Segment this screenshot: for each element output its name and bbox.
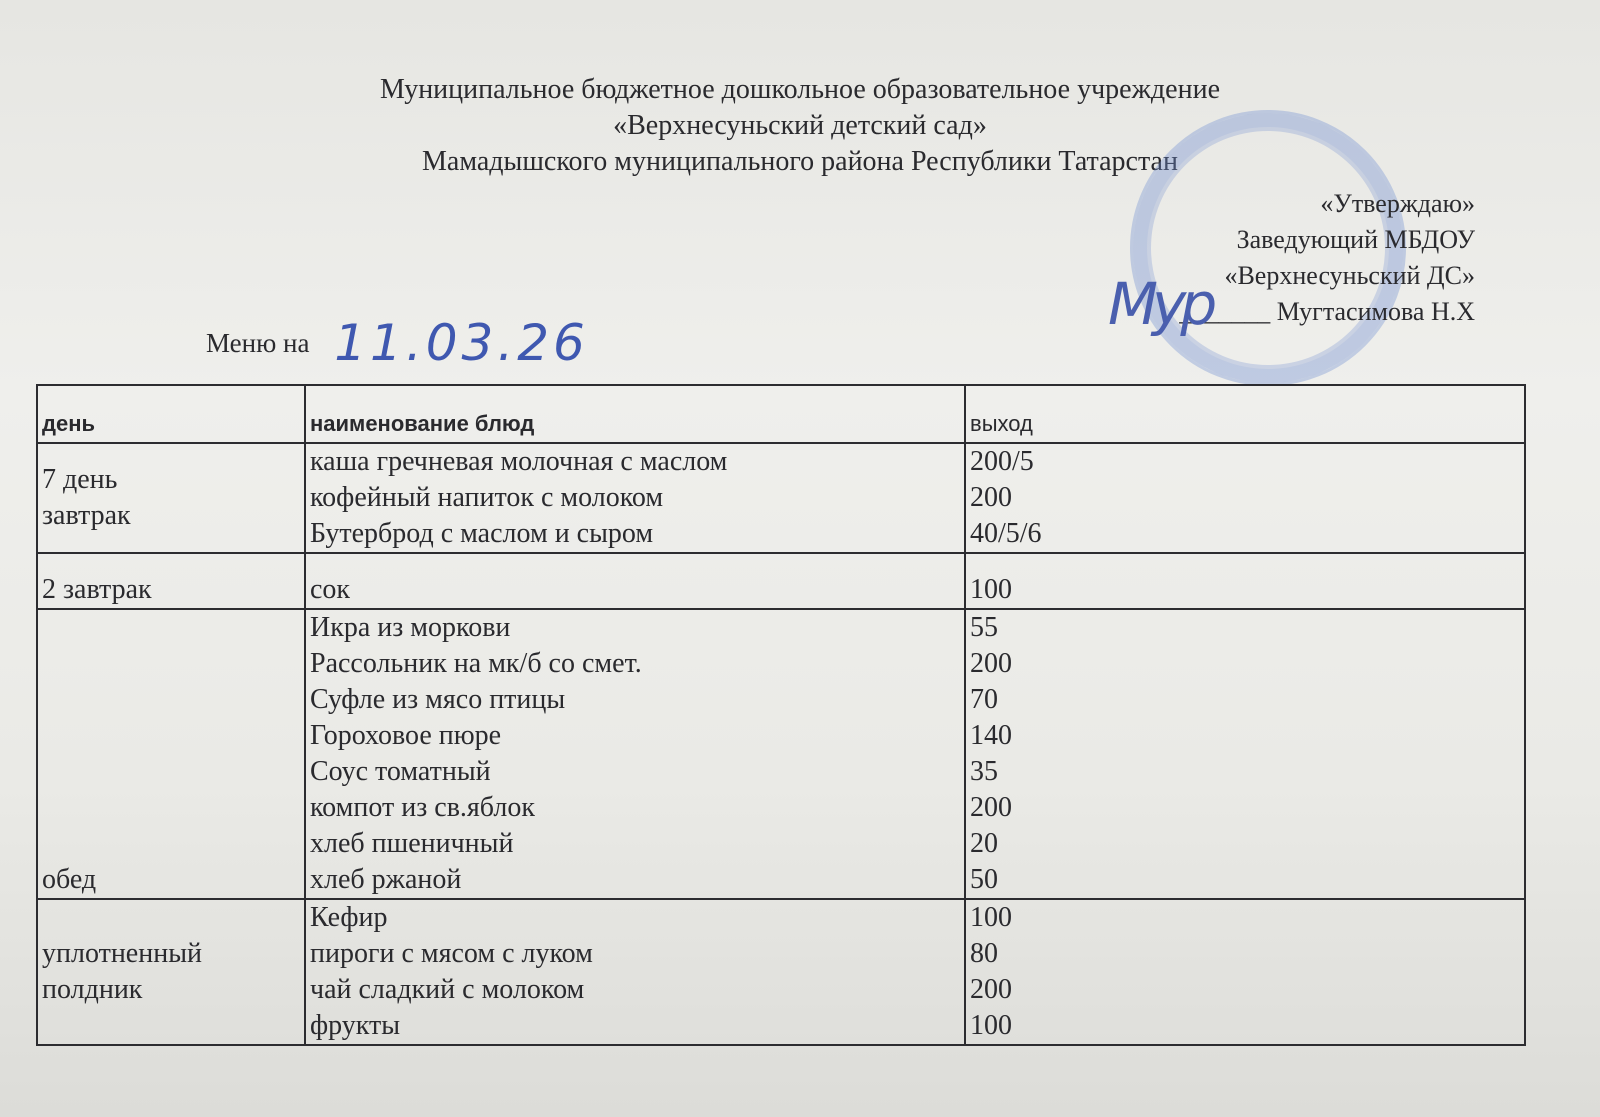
day-cell: [37, 609, 305, 899]
dish-item: чай сладкий с молоком: [310, 974, 585, 1005]
output-value: 20: [970, 828, 998, 859]
day-text: 7 день: [42, 464, 118, 495]
dish-item: каша гречневая молочная с маслом: [310, 446, 728, 477]
menu-date: 11.03.26: [334, 314, 589, 372]
day-cell: [37, 899, 305, 1045]
dish-cell: [305, 609, 965, 899]
output-cell: [965, 553, 1525, 609]
approval-name: _______ Мугтасимова Н.Х: [1179, 297, 1475, 326]
dish-item: фрукты: [310, 1010, 401, 1041]
output-value: 100: [970, 574, 1012, 605]
dish-cell: [305, 553, 965, 609]
approval-org: «Верхнесуньский ДС»: [1224, 261, 1475, 290]
menu-table: [36, 384, 1526, 1046]
dish-item: Икра из моркови: [310, 612, 511, 643]
header-line-2: «Верхнесуньский детский сад»: [613, 110, 987, 141]
approval-block: [1179, 186, 1475, 330]
output-value: 55: [970, 612, 998, 643]
handwritten-signature: Мур: [1108, 270, 1212, 338]
dish-item: сок: [310, 574, 351, 605]
table-row: [37, 899, 1525, 1045]
table-header-row: [37, 385, 1525, 443]
header-dish: наименование блюд: [305, 385, 965, 443]
output-value: 200: [970, 974, 1012, 1005]
dish-item: компот из св.яблок: [310, 792, 535, 823]
table-row: [37, 553, 1525, 609]
dish-item: Гороховое пюре: [310, 720, 502, 751]
output-value: 50: [970, 864, 998, 895]
table-row: [37, 609, 1525, 899]
output-cell: [965, 899, 1525, 1045]
dish-item: Кефир: [310, 902, 388, 933]
day-text: уплотненный: [42, 938, 203, 969]
dish-item: Суфле из мясо птицы: [310, 684, 566, 715]
dish-item: Рассольник на мк/б со смет.: [310, 648, 642, 679]
dish-item: Соус томатный: [310, 756, 491, 787]
output-value: 200: [970, 482, 1012, 513]
table-row: [37, 443, 1525, 553]
output-value: 35: [970, 756, 998, 787]
output-value: 100: [970, 1010, 1012, 1041]
dish-item: хлеб пшеничный: [310, 828, 514, 859]
dish-item: кофейный напиток с молоком: [310, 482, 664, 513]
output-cell: [965, 609, 1525, 899]
header-line-1: Муниципальное бюджетное дошкольное образовательное учреждение: [380, 74, 1220, 105]
approval-title: «Утверждаю»: [1320, 189, 1475, 218]
menu-label: Меню на: [206, 328, 310, 358]
day-cell: [37, 553, 305, 609]
dish-cell: [305, 443, 965, 553]
output-cell: [965, 443, 1525, 553]
output-value: 200: [970, 648, 1012, 679]
day-text: полдник: [42, 974, 143, 1005]
day-text: 2 завтрак: [42, 574, 152, 605]
header-line-3: Мамадышского муниципального района Республики Татарстан: [422, 146, 1178, 177]
approval-position: Заведующий МБДОУ: [1236, 225, 1475, 254]
day-cell: [37, 443, 305, 553]
header-output: выход: [965, 385, 1525, 443]
day-text: завтрак: [42, 500, 131, 531]
dish-item: Бутерброд с маслом и сыром: [310, 518, 654, 549]
output-value: 70: [970, 684, 998, 715]
output-value: 80: [970, 938, 998, 969]
header-day: день: [37, 385, 305, 443]
output-value: 100: [970, 902, 1012, 933]
output-value: 140: [970, 720, 1012, 751]
dish-item: хлеб ржаной: [310, 864, 462, 895]
menu-date-line: [206, 306, 589, 372]
output-value: 40/5/6: [970, 518, 1042, 549]
dish-cell: [305, 899, 965, 1045]
output-value: 200: [970, 792, 1012, 823]
day-text: обед: [42, 864, 97, 895]
dish-item: пироги с мясом с луком: [310, 938, 593, 969]
output-value: 200/5: [970, 446, 1034, 477]
